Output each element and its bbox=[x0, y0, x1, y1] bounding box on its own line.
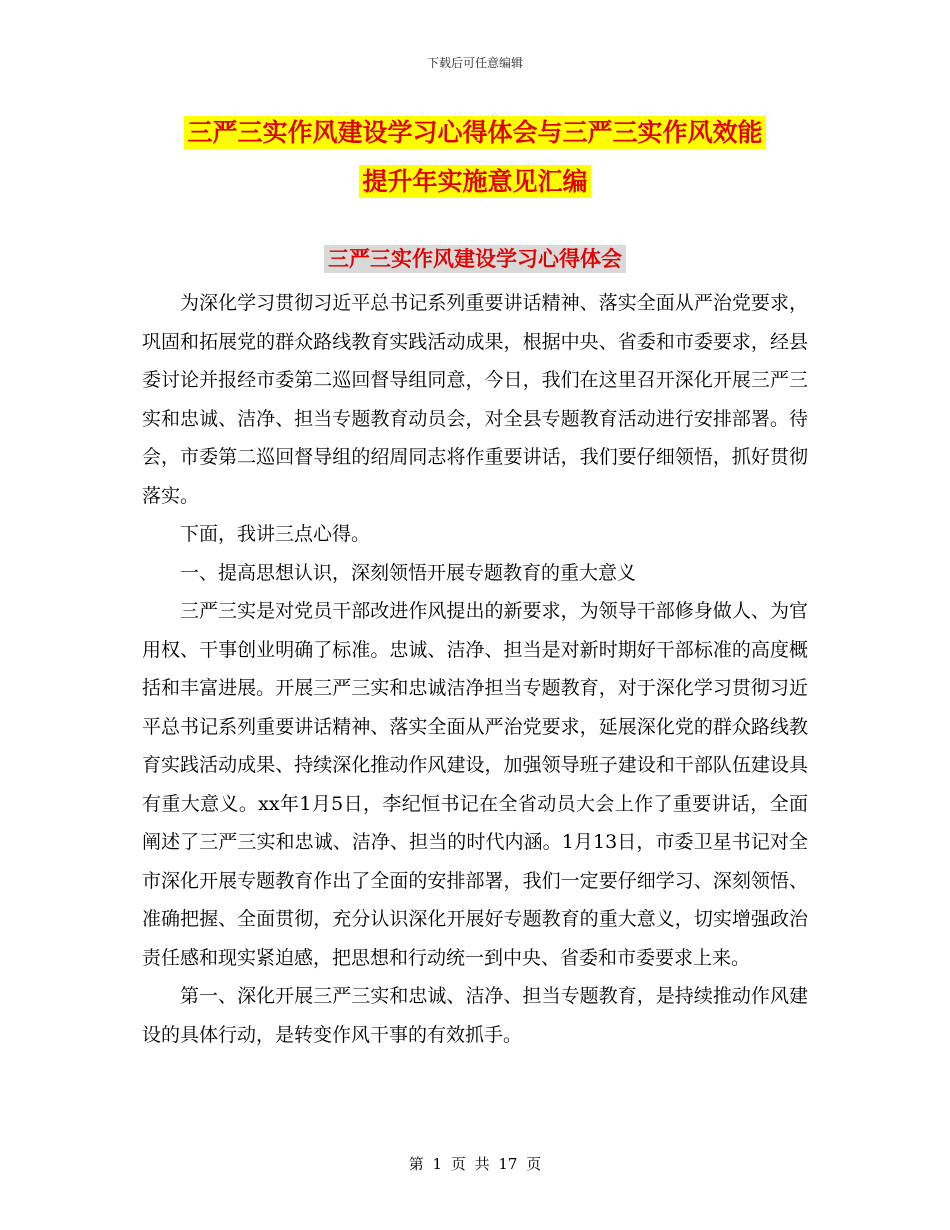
document-body bbox=[142, 284, 808, 1054]
title-line-1-text: 三严三实作风建设学习心得体会与三严三实作风效能 bbox=[184, 116, 765, 149]
paragraph: 下面，我讲三点心得。 bbox=[180, 523, 371, 545]
header-note: 下载后可任意编辑 bbox=[426, 56, 523, 70]
paragraph: 三严三实是对党员干部改进作风提出的新要求，为领导干部修身做人、为官用权、干事创业明确了标准。忠诚、洁净、担当是对新时期好干部标准的高度概括和丰富进展。开展三严三实和忠诚洁净担当专题教育，对于深化学习贯彻习近平总书记系列重要讲话精神、落实全面从严治党要求，延展深化党的群众路线教育实践活动成果、持续深化推动作风建设，加强领导班子建设和干部队伍建设具有重大意义。xx年1月5日，李纪恒书记在全省动员大会上作了重要讲话，全面阐述了三严三实和忠诚、洁净、担当的时代内涵。1月13日，市委卫星书记对全市深化开展专题教育作出了全面的安排部署，我们一定要仔细学习、深刻领悟、准确把握、全面贯彻，充分认识深化开展好专题教育的重大意义，切实增强政治责任感和现实紧迫感，把思想和行动统一到中央、省委和市委要求上来。 bbox=[142, 600, 808, 969]
title-line-2 bbox=[0, 157, 950, 206]
paragraph-heading: 一、提高思想认识，深刻领悟开展专题教育的重大意义 bbox=[180, 561, 637, 584]
title-line-2-text: 提升年实施意见汇编 bbox=[359, 165, 590, 198]
page-number: 第 1 页 共 17 页 bbox=[408, 1155, 542, 1173]
document-title bbox=[0, 108, 950, 206]
paragraph: 第一、深化开展三严三实和忠诚、洁净、担当专题教育，是持续推动作风建设的具体行动，是转变作风干事的有效抓手。 bbox=[142, 985, 808, 1046]
paragraph: 为深化学习贯彻习近平总书记系列重要讲话精神、落实全面从严治党要求，巩固和拓展党的群众路线教育实践活动成果，根据中央、省委和市委要求，经县委讨论并报经市委第二巡回督导组同意，今日，我们在这里召开深化开展三严三实和忠诚、洁净、担当专题教育动员会，对全县专题教育活动进行安排部署。待会，市委第二巡回督导组的绍周同志将作重要讲话，我们要仔细领悟，抓好贯彻落实。 bbox=[142, 292, 808, 507]
section-title bbox=[0, 244, 950, 274]
title-line-1 bbox=[0, 108, 950, 157]
section-title-text: 三严三实作风建设学习心得体会 bbox=[324, 245, 626, 273]
